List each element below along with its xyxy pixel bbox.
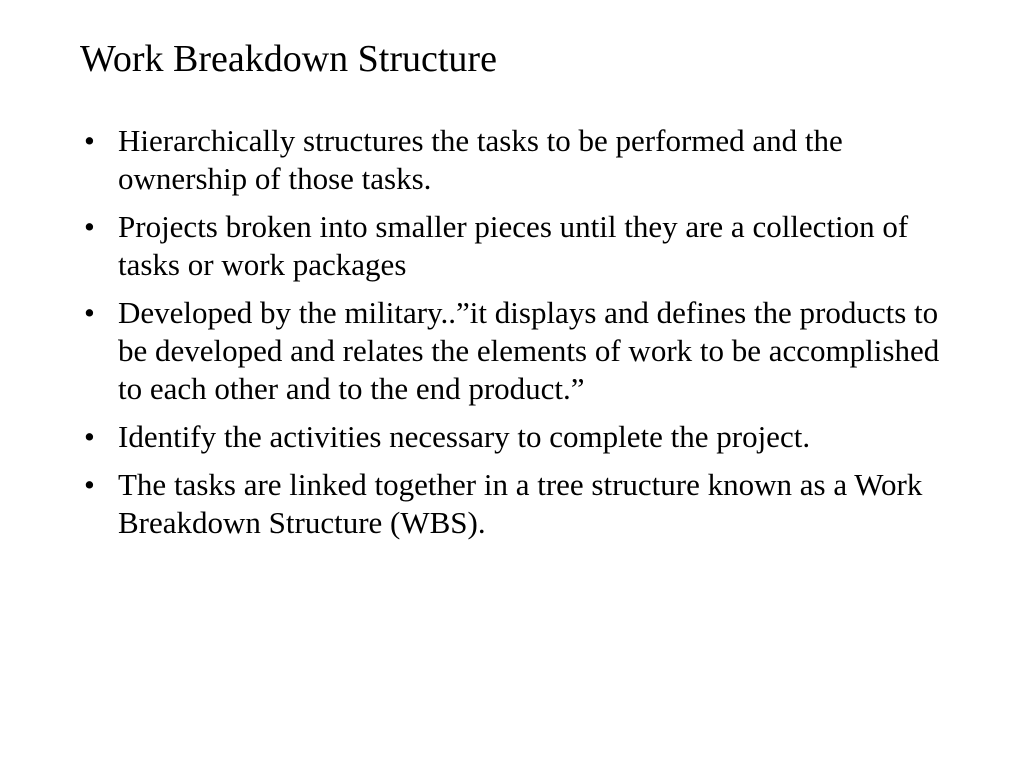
bullet-dot-icon: • bbox=[84, 467, 95, 502]
bullet-item bbox=[80, 466, 950, 542]
bullet-text: Projects broken into smaller pieces until they are a collection of tasks or work packages bbox=[118, 209, 909, 282]
bullet-dot-icon: • bbox=[84, 123, 95, 158]
bullet-item bbox=[80, 122, 950, 198]
bullet-dot-icon: • bbox=[84, 209, 95, 244]
bullet-list bbox=[80, 122, 950, 552]
bullet-item bbox=[80, 208, 950, 284]
bullet-text: Developed by the military..”it displays and defines the products to be developed and relates the elements of work to be accomplished to each other and to the end product.” bbox=[118, 295, 940, 406]
slide-title: Work Breakdown Structure bbox=[80, 38, 497, 80]
bullet-item bbox=[80, 294, 950, 408]
bullet-dot-icon: • bbox=[84, 295, 95, 330]
bullet-text: The tasks are linked together in a tree structure known as a Work Breakdown Structure (WBS). bbox=[118, 467, 923, 540]
bullet-text: Hierarchically structures the tasks to be performed and the ownership of those tasks. bbox=[118, 123, 843, 196]
bullet-dot-icon: • bbox=[84, 419, 95, 454]
bullet-item bbox=[80, 418, 950, 456]
bullet-text: Identify the activities necessary to complete the project. bbox=[118, 419, 811, 454]
